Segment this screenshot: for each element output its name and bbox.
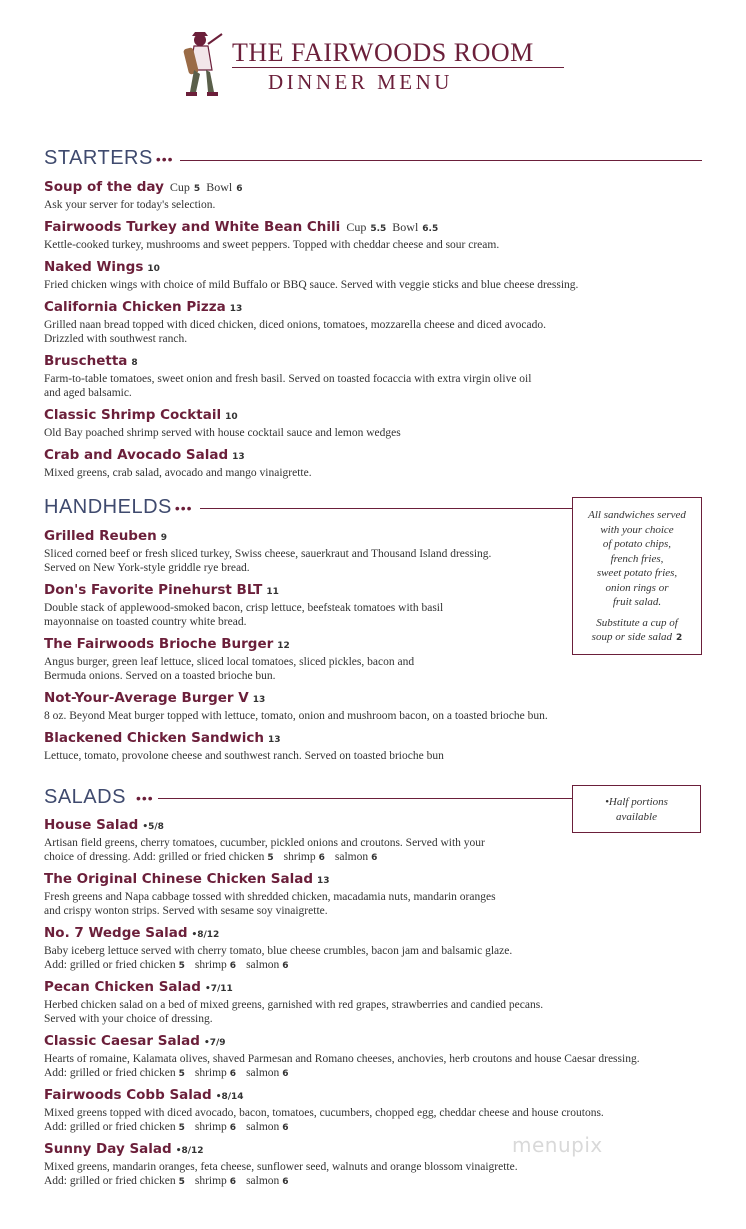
cup-price: 5.5 [370, 224, 387, 234]
golfer-caddie-icon [178, 30, 228, 100]
menu-item [44, 407, 401, 440]
handhelds-heading [44, 496, 193, 520]
item-name: Pecan Chicken Salad [44, 979, 201, 995]
salads-heading [44, 786, 154, 810]
menu-item [44, 690, 548, 723]
menu-item [44, 299, 546, 346]
item-description: and aged balsamic. [44, 387, 132, 399]
item-name: Blackened Chicken Sandwich [44, 730, 264, 746]
item-description: Grilled naan bread topped with diced chicken, diced onions, tomatoes, mozzarella cheese and diced avocado. [44, 319, 546, 331]
item-description: Kettle-cooked turkey, mushrooms and sweet peppers. Topped with cheddar cheese and sour cream. [44, 239, 500, 251]
item-price: •7/9 [203, 1038, 226, 1048]
section-title: HANDHELDS [44, 496, 172, 518]
item-name: Bruschetta [44, 353, 128, 369]
item-name: Don's Favorite Pinehurst BLT [44, 582, 263, 598]
menu-item [44, 1141, 518, 1189]
add-protein-line: Add: grilled or fried chicken 5 shrimp 6 salmon 6 [44, 1175, 289, 1187]
item-name: Naked Wings [44, 259, 144, 275]
item-name: No. 7 Wedge Salad [44, 925, 188, 941]
add-protein-line: Add: grilled or fried chicken 5 shrimp 6 salmon 6 [44, 1121, 289, 1133]
item-description: Mixed greens, mandarin oranges, feta cheese, sunflower seed, walnuts and orange blossom vinaigrette. [44, 1161, 518, 1173]
item-price: 10 [225, 412, 238, 422]
item-name: Sunny Day Salad [44, 1141, 172, 1157]
item-description: Lettuce, tomato, provolone cheese and southwest ranch. Served on toasted brioche bun [44, 750, 444, 762]
menu-item [44, 979, 543, 1026]
item-description: Farm-to-table tomatoes, sweet onion and fresh basil. Served on toasted focaccia with extra virgin olive oil [44, 373, 532, 385]
section-dots: ••• [174, 499, 193, 516]
menupix-watermark: menupix [512, 1133, 603, 1157]
item-description: Artisan field greens, cherry tomatoes, cucumber, pickled onions and croutons. Served with your [44, 837, 485, 849]
menu-item [44, 1087, 604, 1135]
section-dots: ••• [135, 789, 154, 806]
item-description: Ask your server for today's selection. [44, 199, 216, 211]
menu-item [44, 528, 491, 575]
menu-item [44, 871, 496, 918]
add-protein-line: choice of dressing. Add: grilled or fried chicken 5 shrimp 6 salmon 6 [44, 851, 378, 863]
substitute-price: 2 [676, 633, 683, 643]
item-name: House Salad [44, 817, 139, 833]
item-price: 13 [229, 304, 243, 314]
item-price: 13 [252, 695, 266, 705]
section-title: STARTERS [44, 147, 153, 169]
handhelds-rule [200, 508, 572, 509]
menu-item [44, 219, 499, 252]
item-description: Fried chicken wings with choice of mild Buffalo or BBQ sauce. Served with veggie sticks and blue cheese dressing. [44, 279, 579, 291]
bowl-price: 6 [236, 184, 243, 194]
menu-item [44, 582, 443, 629]
item-description: mayonnaise on toasted country white bread. [44, 616, 247, 628]
menu-item [44, 730, 444, 763]
starters-heading [44, 147, 174, 171]
section-dots: ••• [155, 150, 174, 167]
item-price: 10 [147, 264, 160, 274]
item-description: Double stack of applewood-smoked bacon, crisp lettuce, beefsteak tomatoes with basil [44, 602, 444, 614]
cup-label: Cup [169, 180, 190, 194]
item-description: Hearts of romaine, Kalamata olives, shaved Parmesan and Romano cheeses, anchovies, herb croutons and house Caesar dressing. [44, 1053, 640, 1065]
item-description: and crispy wonton strips. Served with sesame soy vinaigrette. [44, 905, 328, 917]
item-name: Soup of the day [44, 179, 164, 195]
item-name: Fairwoods Turkey and White Bean Chili [44, 219, 341, 235]
item-price: 12 [277, 641, 290, 651]
item-description: 8 oz. Beyond Meat burger topped with lettuce, tomato, onion and mushroom bacon, on a toasted brioche bun. [44, 710, 548, 722]
item-price: •8/14 [215, 1092, 244, 1102]
menu-item [44, 353, 531, 400]
bowl-label: Bowl [206, 180, 233, 194]
menu-item [44, 636, 414, 683]
item-name: Classic Shrimp Cocktail [44, 407, 222, 423]
bowl-label: Bowl [392, 220, 419, 234]
item-description: Sliced corned beef or fresh sliced turkey, Swiss cheese, sauerkraut and Thousand Island dressing. [44, 548, 492, 560]
cup-price: 5 [193, 184, 201, 194]
item-price: •7/11 [204, 984, 233, 994]
item-name: Not-Your-Average Burger V [44, 690, 249, 706]
item-description: Served on New York-style griddle rye bread. [44, 562, 250, 574]
bowl-price: 6.5 [422, 224, 439, 234]
item-name: Classic Caesar Salad [44, 1033, 200, 1049]
item-name: The Original Chinese Chicken Salad [44, 871, 314, 887]
restaurant-title: THE FAIRWOODS ROOM [232, 38, 534, 67]
item-description: Herbed chicken salad on a bed of mixed greens, garnished with red grapes, strawberries and candied pecans. [44, 999, 544, 1011]
add-protein-line: Add: grilled or fried chicken 5 shrimp 6 salmon 6 [44, 959, 289, 971]
sandwich-sides-note: All sandwiches served with your choice of potato chips, french fries, sweet potato fries, onion rings or fruit salad. Substitute a cup of soup or side salad 2 [572, 497, 702, 655]
item-description: Fresh greens and Napa cabbage tossed with shredded chicken, macadamia nuts, mandarin oranges [44, 891, 496, 903]
item-price: 13 [317, 876, 330, 886]
item-price: •8/12 [175, 1146, 204, 1156]
menu-item [44, 925, 512, 973]
item-description: Bermuda onions. Served on a toasted brioche bun. [44, 670, 276, 682]
item-description: Drizzled with southwest ranch. [44, 333, 188, 345]
menu-item [44, 817, 485, 865]
item-description: Mixed greens, crab salad, avocado and mango vinaigrette. [44, 467, 312, 479]
item-price: 11 [266, 587, 279, 597]
menu-item [44, 179, 242, 212]
add-protein-line: Add: grilled or fried chicken 5 shrimp 6 salmon 6 [44, 1067, 289, 1079]
item-price: 9 [160, 533, 167, 543]
item-description: Mixed greens topped with diced avocado, bacon, tomatoes, cucumbers, chopped egg, cheddar cheese and house croutons. [44, 1107, 604, 1119]
cup-label: Cup [346, 220, 367, 234]
salads-rule [158, 798, 572, 799]
menu-subtitle: DINNER MENU [268, 70, 453, 94]
item-name: Grilled Reuben [44, 528, 157, 544]
menu-item [44, 447, 312, 480]
item-name: Crab and Avocado Salad [44, 447, 229, 463]
starters-rule [180, 160, 702, 161]
menu-item [44, 259, 578, 292]
title-divider [232, 67, 564, 68]
menu-item [44, 1033, 640, 1081]
item-price: •5/8 [142, 822, 164, 832]
item-name: California Chicken Pizza [44, 299, 226, 315]
item-description: Angus burger, green leaf lettuce, sliced local tomatoes, sliced pickles, bacon and [44, 656, 415, 668]
half-portions-note: •Half portions available [572, 785, 701, 833]
item-price: 13 [267, 735, 281, 745]
item-name: Fairwoods Cobb Salad [44, 1087, 212, 1103]
item-price: 8 [131, 358, 138, 368]
item-description: Old Bay poached shrimp served with house cocktail sauce and lemon wedges [44, 427, 401, 439]
item-price: 13 [232, 452, 245, 462]
item-price: •8/12 [191, 930, 220, 940]
item-description: Baby iceberg lettuce served with cherry tomato, blue cheese crumbles, bacon jam and balsamic glaze. [44, 945, 513, 957]
item-description: Served with your choice of dressing. [44, 1013, 213, 1025]
section-title: SALADS [44, 786, 126, 808]
item-name: The Fairwoods Brioche Burger [44, 636, 274, 652]
